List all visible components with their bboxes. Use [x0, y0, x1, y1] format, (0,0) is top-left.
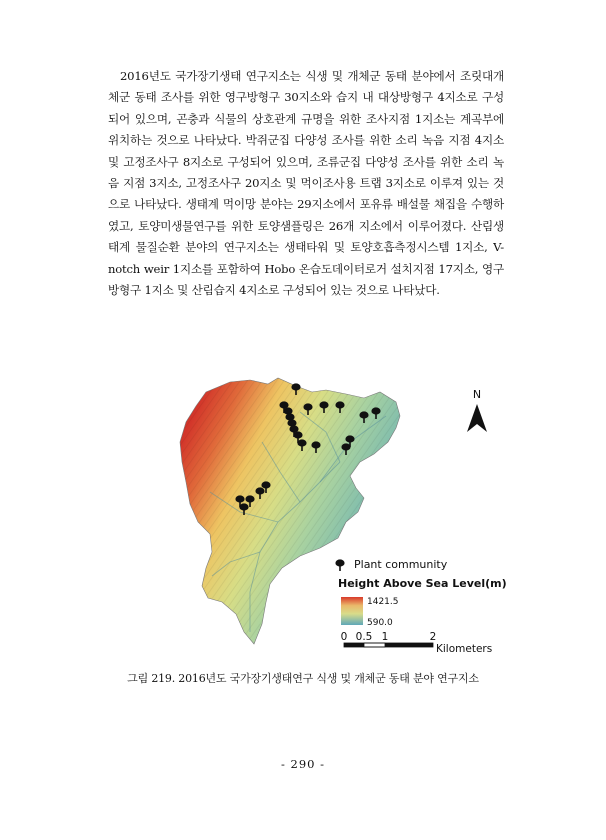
study-site-map-figure: [150, 362, 510, 662]
scale-label-0: 0: [340, 631, 348, 643]
scale-unit-label: Kilometers: [436, 643, 493, 655]
scale-label-1: 1: [381, 631, 389, 643]
figure-caption: 그림 219. 2016년도 국가장기생태연구 식생 및 개체군 동태 분야 연구지소: [127, 672, 479, 685]
legend-plant-label: Plant community: [354, 558, 448, 571]
page-number: - 290 -: [280, 757, 326, 771]
north-label: N: [472, 388, 482, 401]
map-svg: [150, 362, 510, 662]
scale-bar: [341, 631, 493, 655]
body-paragraph: 2016년도 국가장기생태 연구지소는 식생 및 개체군 동태 분야에서 조릿대개체군 동태 조사를 위한 영구방형구 30지소와 습지 내 대상방형구 4지소로 구성되어 있으며, 곤충과 식물의 상호관계 규명을 위한 조사지점 1지소는 계곡부에 위치하는 것으로 나타났다. 박쥐군집 다양성 조사를 위한 소리 녹음 지점 4지소 및 고정조사구 8지소로 구성되어 있으며, 조류군집 다양성 조사를 위한 소리 녹음 지점 3지소, 고정조사구 20지소 및 먹이조사용 트랩 3지소로 이루져 있는 것으로 나타났다. 생태계 먹이망 분야는 29지소에서 포유류 배설물 채집을 수행하였고, 토양미생물연구를 위한 토양샘플링은 26개 지소에서 이루어졌다. 산림생태계 물질순환 분야의 연구지소는 생태타워 및 토양호흡측정시스템 1지소, V-notch weir 1지소를 포함하여 Hobo 온습도데이터로거 설치지점 17지소, 영구방형구 1지소 및 산림습지 4지소로 구성되어 있는 것으로 나타났다.: [108, 69, 504, 298]
legend-plant-icon: [335, 559, 344, 571]
scale-label-2: 2: [429, 631, 437, 643]
elevation-min-label: 590.0: [367, 618, 393, 628]
north-arrow: [467, 388, 487, 432]
legend-title: Height Above Sea Level(m): [338, 577, 507, 590]
elevation-max-label: 1421.5: [367, 597, 399, 607]
map-legend: [335, 558, 506, 655]
scale-label-05: 0.5: [355, 631, 373, 643]
elevation-color-ramp: [341, 597, 363, 625]
